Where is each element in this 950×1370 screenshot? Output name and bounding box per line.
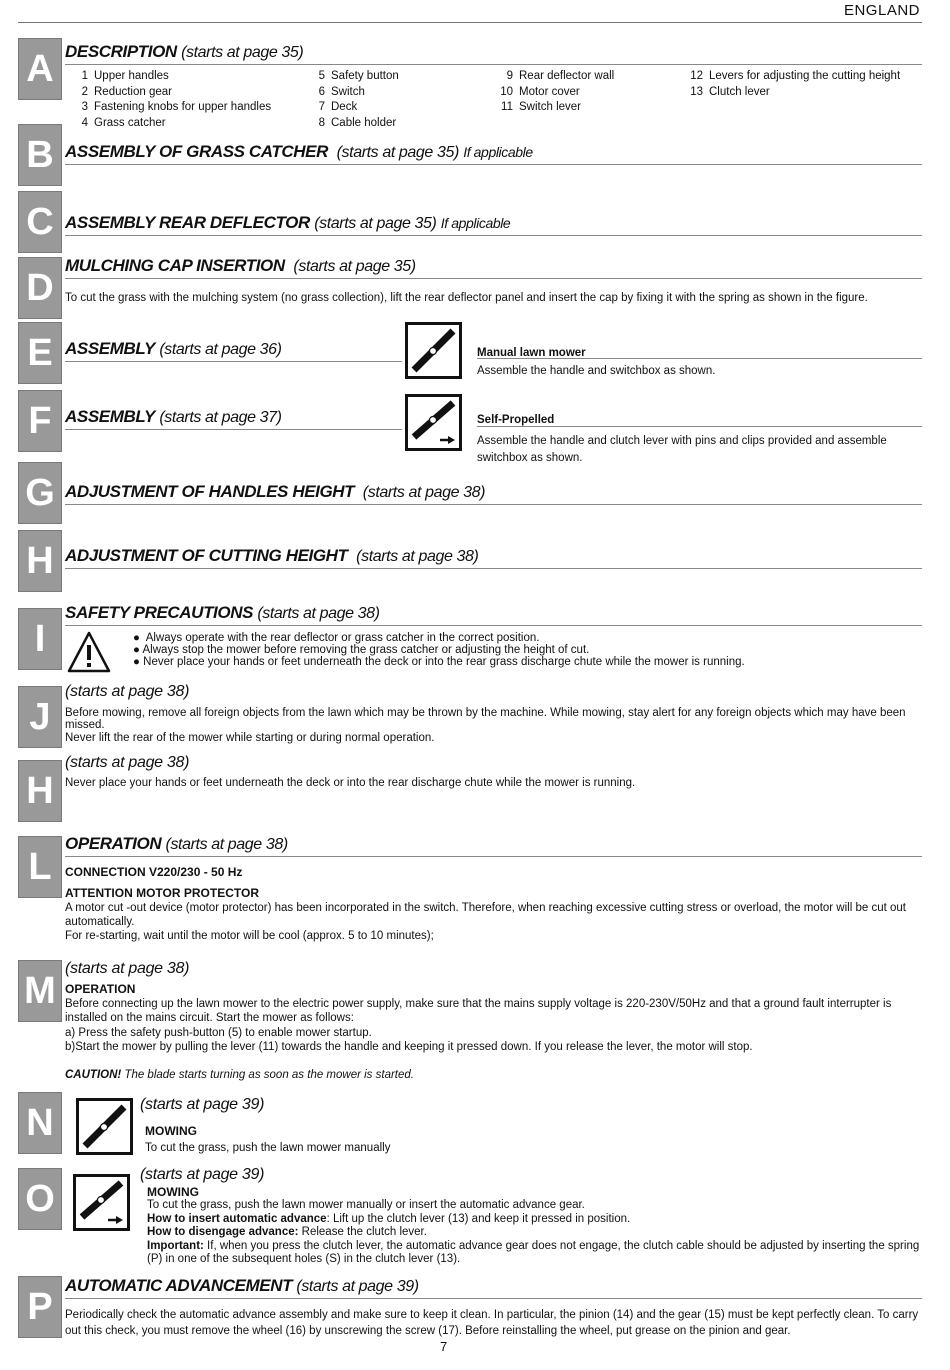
section-tab-j: J bbox=[18, 686, 62, 748]
section-g-page-ref: (starts at page 38) bbox=[362, 484, 486, 501]
section-o-subtitle: MOWING bbox=[147, 1185, 199, 1199]
section-a-page-ref: (starts at page 35) bbox=[181, 44, 304, 61]
part-name: Upper handles bbox=[94, 70, 169, 82]
section-m-page-ref: (starts at page 38) bbox=[65, 960, 190, 977]
parts-list-item bbox=[312, 100, 399, 116]
section-h-page-ref: (starts at page 38) bbox=[356, 548, 479, 565]
section-m-text-2: a) Press the safety push-button (5) to enable mower startup. bbox=[65, 1027, 372, 1039]
part-name: Deck bbox=[331, 101, 358, 113]
section-f-subtitle: Self-Propelled bbox=[477, 414, 555, 426]
section-e-text: Assemble the handle and switchbox as shown. bbox=[477, 365, 716, 377]
auto-advance-mowing-icon bbox=[73, 1174, 130, 1231]
section-b-note: If applicable bbox=[463, 144, 533, 160]
section-p-text: Periodically check the automatic advance assembly and make sure to keep it clean. In particular, the pinion (14) and the gear (15) must be kept perfectly clean. To carry out this check, you must remove the wheel (16) by unscrewing the screw (17). Before reinstalling the wheel, put grease on the pinion and gear. bbox=[65, 1309, 919, 1337]
motor-protector-label: ATTENTION MOTOR PROTECTOR bbox=[65, 886, 259, 900]
part-number: 13 bbox=[690, 85, 703, 98]
section-l-text-1: A motor cut -out device (motor protector) has been incorporated in the switch. Therefore, when reaching excessive cutting stress or overload, the motor will be cut out automatically. bbox=[65, 902, 906, 928]
part-name: Fastening knobs for upper handles bbox=[94, 101, 272, 113]
section-j-page-ref: (starts at page 38) bbox=[65, 683, 190, 700]
section-m-text-1: Before connecting up the lawn mower to the electric power supply, make sure that the mains supply voltage is 220-230V/50Hz and that a ground fault interrupter is installed on the mains circuit. Start the mower as follows: bbox=[65, 998, 892, 1024]
section-o-text-1: To cut the grass, push the lawn mower manually or insert the automatic advance gear. bbox=[147, 1199, 585, 1211]
safety-bullet: ● Always operate with the rear deflector or grass catcher in the correct position. bbox=[133, 632, 540, 644]
parts-list-item bbox=[500, 69, 614, 85]
section-f-text: Assemble the handle and clutch lever with pins and clips provided and assemble switchbox as shown. bbox=[477, 435, 887, 464]
section-c-title: ASSEMBLY REAR DEFLECTOR bbox=[65, 213, 310, 232]
parts-list-col-4 bbox=[690, 69, 900, 100]
section-f-divider bbox=[477, 426, 922, 427]
manual-mower-icon bbox=[405, 322, 462, 379]
manual-mowing-icon bbox=[76, 1098, 133, 1155]
parts-list-item bbox=[75, 85, 271, 101]
part-number: 11 bbox=[501, 101, 513, 113]
part-number: 2 bbox=[81, 85, 88, 98]
parts-list-item bbox=[75, 69, 271, 85]
section-tab-n: N bbox=[18, 1092, 62, 1154]
section-g-heading bbox=[65, 482, 922, 505]
section-e-heading bbox=[65, 339, 402, 362]
section-tab-l: L bbox=[18, 836, 62, 898]
parts-list-item bbox=[690, 85, 900, 101]
section-n-text: To cut the grass, push the lawn mower manually bbox=[145, 1142, 391, 1154]
section-f-heading bbox=[65, 407, 402, 430]
caution-note bbox=[65, 1068, 414, 1082]
section-c-page-ref: (starts at page 35) bbox=[314, 215, 437, 232]
parts-list-item bbox=[500, 100, 614, 116]
section-b-title: ASSEMBLY OF GRASS CATCHER bbox=[65, 142, 328, 161]
section-tab-h-2: H bbox=[18, 760, 62, 822]
section-l-heading bbox=[65, 834, 922, 857]
section-f-page-ref: (starts at page 37) bbox=[159, 409, 282, 426]
section-h-title: ADJUSTMENT OF CUTTING HEIGHT bbox=[65, 546, 348, 565]
part-name: Grass catcher bbox=[94, 116, 166, 129]
part-number: 5 bbox=[318, 70, 325, 82]
section-e-title: ASSEMBLY bbox=[65, 339, 155, 358]
part-number: 1 bbox=[81, 70, 88, 82]
caution-label: CAUTION! bbox=[65, 1069, 122, 1081]
part-name: Switch lever bbox=[519, 101, 581, 113]
section-h2-text: Never place your hands or feet underneath the deck or into the rear discharge chute while the mower is running. bbox=[65, 777, 636, 789]
section-tab-c: C bbox=[18, 191, 62, 253]
parts-list-item bbox=[75, 116, 271, 132]
section-e-divider bbox=[477, 358, 922, 359]
section-p-title: AUTOMATIC ADVANCEMENT bbox=[65, 1276, 293, 1295]
part-name: Reduction gear bbox=[94, 85, 172, 98]
section-tab-a: A bbox=[18, 38, 62, 100]
part-number: 6 bbox=[318, 85, 325, 98]
section-j-text-2: Never lift the rear of the mower while starting or during normal operation. bbox=[65, 732, 435, 744]
section-d-title: MULCHING CAP INSERTION bbox=[65, 256, 285, 275]
section-m-subtitle: OPERATION bbox=[65, 982, 136, 996]
part-name: Switch bbox=[331, 85, 365, 98]
section-g-title: ADJUSTMENT OF HANDLES HEIGHT bbox=[65, 482, 355, 501]
section-tab-p: P bbox=[18, 1276, 62, 1338]
part-number: 7 bbox=[318, 101, 325, 113]
section-tab-g: G bbox=[18, 462, 62, 524]
section-h2-page-ref: (starts at page 38) bbox=[65, 754, 190, 771]
warning-icon bbox=[66, 630, 112, 674]
section-m-text-3: b)Start the mower by pulling the lever (11) towards the handle and keeping it pressed down. If you release the lever, the motor will stop. bbox=[65, 1041, 753, 1053]
caution-text: The blade starts turning as soon as the mower is started. bbox=[124, 1069, 414, 1081]
part-number: 9 bbox=[506, 70, 513, 82]
section-i-heading bbox=[65, 603, 922, 626]
section-tab-b: B bbox=[18, 124, 62, 186]
section-b-heading bbox=[65, 142, 922, 165]
section-l-page-ref: (starts at page 38) bbox=[165, 836, 288, 853]
part-number: 3 bbox=[81, 101, 88, 113]
part-number: 8 bbox=[318, 116, 325, 129]
section-i-title: SAFETY PRECAUTIONS bbox=[65, 603, 254, 622]
part-name: Clutch lever bbox=[709, 85, 770, 98]
parts-list-item bbox=[312, 116, 399, 132]
part-name: Rear deflector wall bbox=[519, 70, 615, 82]
section-tab-f: F bbox=[18, 390, 62, 452]
parts-list-col-1 bbox=[75, 69, 271, 131]
section-p-heading bbox=[65, 1276, 922, 1299]
safety-bullet: ● Never place your hands or feet underneath the deck or into the rear grass discharge chute while the mower is running. bbox=[133, 656, 745, 668]
parts-list-item bbox=[500, 85, 614, 101]
section-tab-m: M bbox=[18, 960, 62, 1022]
section-c-note: If applicable bbox=[440, 215, 511, 231]
section-e-page-ref: (starts at page 36) bbox=[159, 341, 282, 358]
page-number: 7 bbox=[440, 1339, 448, 1354]
section-l-text-2: For re-starting, wait until the motor will be cool (approx. 5 to 10 minutes); bbox=[65, 930, 434, 942]
section-o-body bbox=[147, 1199, 937, 1267]
section-j-text-1: Before mowing, remove all foreign objects from the lawn which may be thrown by the machine. While mowing, stay alert for any foreign objects which may have been missed. bbox=[65, 707, 906, 731]
section-p-page-ref: (starts at page 39) bbox=[296, 1278, 419, 1295]
part-name: Levers for adjusting the cutting height bbox=[709, 70, 901, 82]
section-l-title: OPERATION bbox=[65, 834, 162, 853]
top-divider bbox=[18, 22, 922, 23]
section-h-heading bbox=[65, 546, 922, 569]
parts-list-item bbox=[75, 100, 271, 116]
section-c-heading bbox=[65, 213, 922, 236]
part-number: 10 bbox=[500, 85, 513, 98]
section-tab-h: H bbox=[18, 530, 62, 592]
section-a-title: DESCRIPTION bbox=[65, 42, 177, 61]
parts-list-item bbox=[690, 69, 900, 85]
section-n-page-ref: (starts at page 39) bbox=[140, 1096, 265, 1113]
parts-list-col-3 bbox=[500, 69, 614, 116]
part-number: 12 bbox=[690, 70, 703, 82]
parts-list-col-2 bbox=[312, 69, 399, 131]
section-d-heading bbox=[65, 256, 922, 279]
section-b-page-ref: (starts at page 35) bbox=[336, 144, 459, 161]
section-n-subtitle: MOWING bbox=[145, 1124, 197, 1138]
section-f-title: ASSEMBLY bbox=[65, 407, 155, 426]
section-o-text-3: How to disengage advance: Release the clutch lever. bbox=[147, 1226, 427, 1238]
part-name: Cable holder bbox=[331, 116, 397, 129]
part-name: Safety button bbox=[331, 70, 399, 82]
section-e-subtitle: Manual lawn mower bbox=[477, 347, 586, 359]
safety-bullet: ● Always stop the mower before removing the grass catcher or adjusting the height of cut. bbox=[133, 644, 590, 656]
section-d-page-ref: (starts at page 35) bbox=[293, 258, 416, 275]
section-o-text-4: Important: If, when you press the clutch lever, the automatic advance gear does not engage, the clutch cable should be adjusted by inserting the spring (P) in one of the subsequent holes (S) in the clutch lever (13). bbox=[147, 1239, 920, 1265]
parts-list-item bbox=[312, 85, 399, 101]
section-tab-d: D bbox=[18, 257, 62, 319]
section-d-text: To cut the grass with the mulching system (no grass collection), lift the rear deflector panel and insert the cap by fixing it with the spring as shown in the figure. bbox=[65, 292, 868, 304]
part-number: 4 bbox=[81, 116, 88, 129]
section-i-page-ref: (starts at page 38) bbox=[257, 605, 380, 622]
part-name: Motor cover bbox=[519, 85, 580, 98]
section-tab-i: I bbox=[18, 608, 62, 670]
section-o-text-2: How to insert automatic advance: Lift up the clutch lever (13) and keep it pressed in position. bbox=[147, 1212, 631, 1225]
parts-list-item bbox=[312, 69, 399, 85]
section-tab-o: O bbox=[18, 1168, 62, 1230]
section-a-heading bbox=[65, 42, 922, 65]
section-o-page-ref: (starts at page 39) bbox=[140, 1166, 265, 1183]
self-propelled-mower-icon bbox=[405, 394, 462, 451]
safety-bullets bbox=[133, 632, 745, 668]
section-tab-e: E bbox=[18, 322, 62, 384]
country-label: ENGLAND bbox=[843, 2, 920, 19]
connection-label: CONNECTION V220/230 - 50 Hz bbox=[65, 865, 243, 879]
